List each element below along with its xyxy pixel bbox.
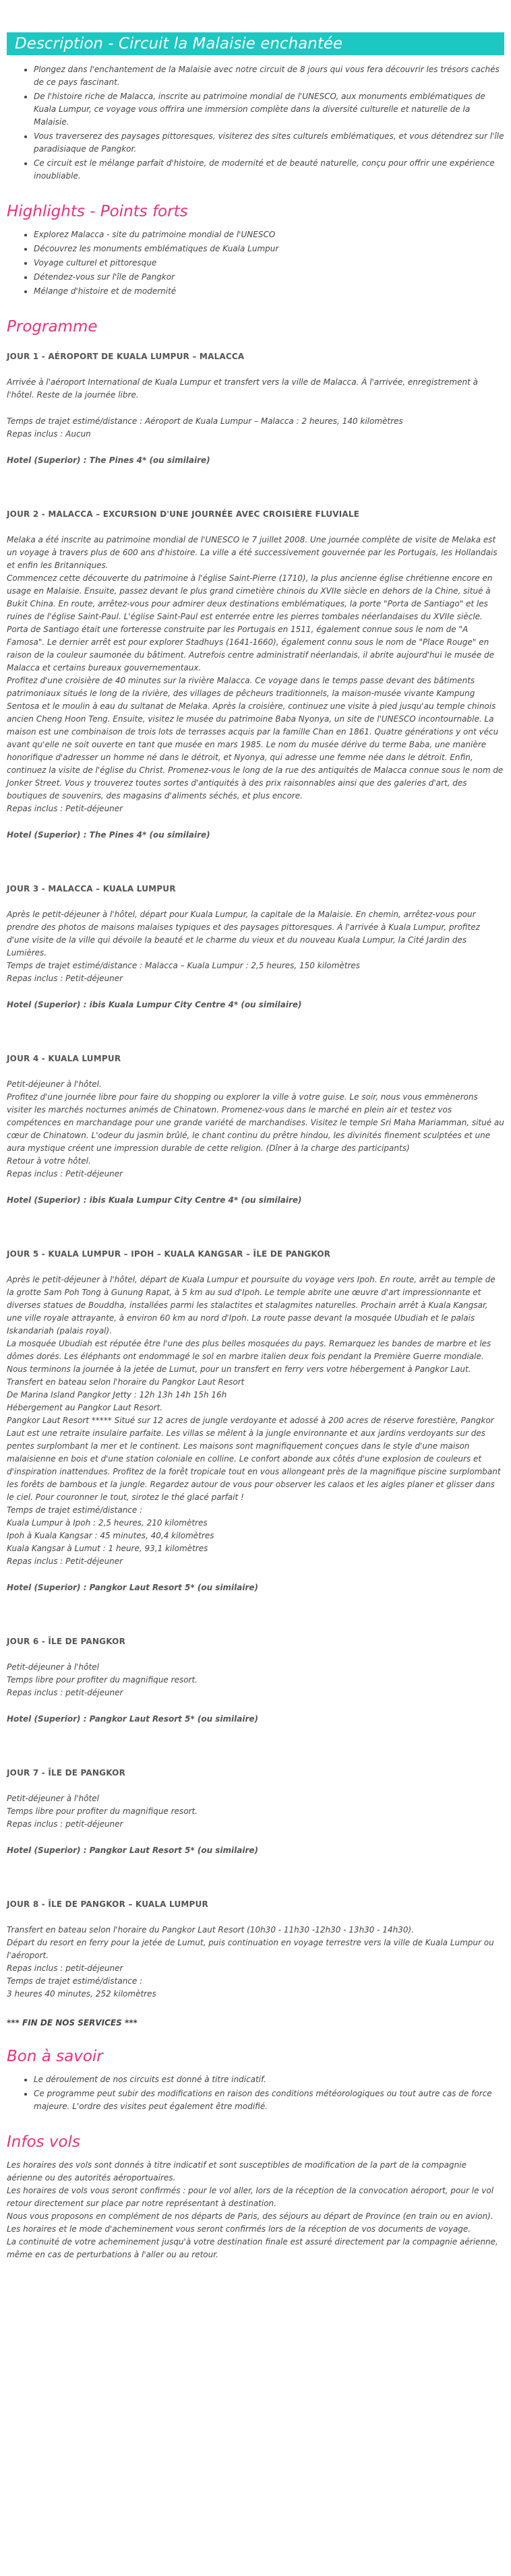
end-of-services: *** FIN DE NOS SERVICES *** [7, 2018, 138, 2028]
description-title: Description - Circuit la Malaisie enchantée [7, 32, 504, 55]
day-title: JOUR 1 - AÉROPORT DE KUALA LUMPUR – MALACCA [7, 352, 245, 361]
description-bullet: • Vous traverserez des paysages pittoresques, visiterez des sites culturels emblématiques, et vous détendrez sur l'île paradisiaque de Pangkor. [34, 130, 504, 156]
day-title: JOUR 5 - KUALA LUMPUR – IPOH – KUALA KANGSAR – ÎLE DE PANGKOR [7, 1249, 331, 1259]
description-bullet: • De l'histoire riche de Malacca, inscrite au patrimoine mondial de l'UNESCO, aux monuments emblématiques de Kuala Lumpur, ce voyage vous offrira une immersion complète dans la diversité culturelle et naturelle de la Malaisie. [34, 90, 504, 129]
highlight-item: • Voyage culturel et pittoresque [34, 257, 504, 270]
day-hotel: Hotel (Superior) : Pangkor Laut Resort 5* (ou similaire) [7, 1583, 259, 1592]
highlight-item: • Explorez Malacca - site du patrimoine mondial de l'UNESCO [34, 228, 504, 241]
day-hotel: Hotel (Superior) : The Pines 4* (ou similaire) [7, 830, 210, 840]
description-bullet: • Ce circuit est le mélange parfait d'histoire, de modernité et de beauté naturelle, conçu pour offrir une expérience inoubliable. [34, 157, 504, 183]
day-block [7, 1637, 504, 1752]
day-hotel: Hotel (Superior) : The Pines 4* (ou similaire) [7, 455, 210, 465]
day-block [7, 1249, 504, 1621]
day-block [7, 884, 504, 1038]
day-paragraph: Petit-déjeuner à l'hôtel Temps libre pour profiter du magnifique resort. Repas inclus : petit-déjeuner [7, 1794, 198, 1829]
highlight-item: • Découvrez les monuments emblématiques de Kuala Lumpur [34, 243, 504, 255]
day-paragraph: Petit-déjeuner à l'hôtel Temps libre pour profiter du magnifique resort. Repas inclus : petit-déjeuner [7, 1662, 198, 1697]
day-hotel: Hotel (Superior) : Pangkor Laut Resort 5* (ou similaire) [7, 1714, 259, 1724]
infos-vols-title: Infos vols [7, 2133, 80, 2151]
highlights-list [7, 228, 504, 298]
day-block [7, 1768, 504, 1883]
highlight-item: • Détendez-vous sur l'île de Pangkor [34, 271, 504, 284]
day-title: JOUR 7 - ÎLE DE PANGKOR [7, 1768, 126, 1778]
day-paragraph: Petit-déjeuner à l'hôtel. Profitez d'une journée libre pour faire du shopping ou explorer la ville à votre guise. Le soir, nous vous emmènerons visiter les marchés nocturnes animés de Chinatown. Promenez-vous dans le marché en plein air et testez vos compétences en marchandage pour une grande variété de marchandises. Visitez le temple Sri Maha Mariamman, situé au cœur de Chinatown. L'odeur du jasmin brûlé, le chant continu du prêtre hindou, les divinités finement sculptées et une aura mystique créent une impression durable de cette religion. (Dîner à la charge des participants) Retour à votre hôtel. Repas inclus : Petit-déjeuner [7, 1079, 504, 1179]
day-title: JOUR 2 - MALACCA – EXCURSION D'UNE JOURNÉE AVEC CROISIÈRE FLUVIALE [7, 509, 360, 519]
infos-vols-text: Les horaires des vols sont donnés à titre indicatif et sont susceptibles de modification de la part de la compagnie aérienne ou des autorités aéroportuaires. Les horaires de vols vous seront confirmés : pour le vol aller, lors de la réception de la convocation aéroport, pour le vol retour directement sur place par notre représentant à destination. Nous vous proposons en complément de nos départs de Paris, des séjours au départ de Province (en train ou en avion). Les horaires et le mode d'acheminement vous seront confirmés lors de la réception de vos documents de voyage. La continuité de votre acheminement jusqu'à votre destination finale est assuré directement par la compagnie aérienne, même en cas de perturbations à l'aller ou au retour. [7, 2160, 498, 2259]
day-hotel: Hotel (Superior) : ibis Kuala Lumpur City Centre 4* (ou similaire) [7, 1195, 302, 1205]
day-paragraph: Temps de trajet estimé/distance : Aéroport de Kuala Lumpur – Malacca : 2 heures, 140 kilomètres Repas inclus : Aucun [7, 416, 403, 439]
bon-a-savoir-item: • Le déroulement de nos circuits est donné à titre indicatif. [34, 2073, 504, 2086]
day-title: JOUR 8 - ÎLE DE PANGKOR – KUALA LUMPUR [7, 1899, 208, 1909]
highlight-item: • Mélange d'histoire et de modernité [34, 285, 504, 298]
day-paragraph: Arrivée à l'aéroport International de Kuala Lumpur et transfert vers la ville de Malacca. À l'arrivée, enregistrement à l'hôtel. Reste de la journée libre. [7, 377, 478, 400]
day-paragraph: Melaka a été inscrite au patrimoine mondial de l'UNESCO le 7 juillet 2008. Une journée complète de visite de Melaka est un voyage à travers plus de 600 ans d'histoire. La ville a été successivement gouvernée par les Portugais, les Hollandais et enfin les Britanniques. Commencez cette découverte du patrimoine à l'église Saint-Pierre (1710), la plus ancienne église chrétienne encore en usage en Malaisie. Ensuite, passez devant le plus grand cimetière chinois du XVIIe siècle en dehors de la Chine, situé à Bukit China. En route, arrêtez-vous pour admirer deux destinations emblématiques, la porte "Porta de Santiago" et les ruines de l'église Saint-Paul. L'église Saint-Paul est enterrée entre les pierres tombales néerlandaises du XVIIe siècle. Porta de Santiago était une forteresse construite par les Portugais en 1511, également connue sous le nom de "A Famosa". Le dernier arrêt est pour explorer Stadhuys (1641-1660), également connu sous le nom de "Place Rouge" en raison de la couleur saumonée du bâtiment. Autrefois centre administratif néerlandais, il abrite aujourd'hui le musée de Malacca et certains bureaux gouvernementaux. Profitez d'une croisière de 40 minutes sur la rivière Malacca. Ce voyage dans le temps passe devant des bâtiments patrimoniaux situés le long de la rivière, des villages de pêcheurs traditionnels, la maison-musée vivante Kampung Sentosa et le moulin à eau du sultanat de Melaka. Après la croisière, continuez une visite à pied jusqu'au temple chinois ancien Cheng Hoon Teng. Ensuite, visitez le musée du patrimoine Baba Nyonya, un site de l'UNESCO incontournable. La maison est une combinaison de trois lots de terrasses acquis par la famille Chan en 1861. Quatre générations y ont vécu avant qu'elle ne soit ouverte en tant que musée en mars 1985. Le nom du musée dérive du terme Baba, une manière honorifique d'adresser un homme né dans le détroit, et Nyonya, qui adresse une femme née dans le détroit. Enfin, continuez la visite de l'église du Christ. Promenez-vous le long de la rue des antiquités de Malacca connue sous le nom de Jonker Street. Vous y trouverez toutes sortes d'antiquités à des prix raisonnables ainsi que des galeries d'art, des boutiques de souvenirs, des magasins d'aliments séchés, et plus encore. Repas inclus : Petit-déjeuner [7, 535, 504, 813]
description-bullet: • Plongez dans l'enchantement de la Malaisie avec notre circuit de 8 jours qui vous fera découvrir les trésors cachés de ce pays fascinant. [34, 63, 504, 89]
bon-a-savoir-list [7, 2073, 504, 2113]
programme-days [7, 352, 504, 2001]
bon-a-savoir-item: • Ce programme peut subir des modifications en raison des conditions météorologiques ou tout autre cas de force majeure. L'ordre des visites peut également être modifié. [34, 2087, 504, 2113]
day-hotel: Hotel (Superior) : Pangkor Laut Resort 5* (ou similaire) [7, 1846, 259, 1855]
day-paragraph: Après le petit-déjeuner à l'hôtel, départ pour Kuala Lumpur, la capitale de la Malaisie. En chemin, arrêtez-vous pour prendre des photos de maisons malaises typiques et des paysages pittoresques. À l'arrivée à Kuala Lumpur, profitez d'une visite de la ville qui dévoile la beauté et le charme du vieux et du nouveau Kuala Lumpur, la Cité Jardin des Lumières. Temps de trajet estimé/distance : Malacca – Kuala Lumpur : 2,5 heures, 150 kilomètres Repas inclus : Petit-déjeuner [7, 910, 480, 983]
day-paragraph: Transfert en bateau selon l'horaire du Pangkor Laut Resort (10h30 - 11h30 -12h30 - 13h30 - 14h30). Départ du resort en ferry pour la jetée de Lumut, puis continuation en voyage terrestre vers la ville de Kuala Lumpur ou l'aéroport. Repas inclus : petit-déjeuner Temps de trajet estimé/distance : 3 heures 40 minutes, 252 kilomètres [7, 1925, 494, 1999]
day-title: JOUR 6 - ÎLE DE PANGKOR [7, 1637, 126, 1646]
day-paragraph: Après le petit-déjeuner à l'hôtel, départ de Kuala Lumpur et poursuite du voyage vers Ipoh. En route, arrêt au temple de la grotte Sam Poh Tong à Gunung Rapat, à 5 km au sud d'Ipoh. Le temple abrite une œuvre d'art impressionnante et diverses statues de Bouddha, installées parmi les stalactites et stalagmites naturelles. Prochain arrêt à Kuala Kangsar, une ville royale attrayante, à environ 60 km au nord d'Ipoh. La route passe devant la mosquée Ubudiah et le palais Iskandariah (palais royal). La mosquée Ubudiah est réputée être l'une des plus belles mosquées du pays. Remarquez les bandes de marbre et les dômes dorés. Les éléphants ont endommagé le sol en marbre italien deux fois pendant la Première Guerre mondiale. Nous terminons la journée à la jetée de Lumut, pour un transfert en ferry vers votre hébergement à Pangkor Laut. Transfert en bateau selon l'horaire du Pangkor Laut Resort De Marina Island Pangkor Jetty : 12h 13h 14h 15h 16h Hébergement au Pangkor Laut Resort. Pangkor Laut Resort ***** Situé sur 12 acres de jungle verdoyante et adossé à 200 acres de réserve forestière, Pangkor Laut est une retraite insulaire parfaite. Les villas se mêlent à la jungle environnante et aux jardins verdoyants sur des pentes surplombant la mer et le continent. Les maisons sont magnifiquement conçues dans le style d'une maison malaisienne en bois et d'une station coloniale en colline. Le confort abonde aux côtés d'une explosion de couleurs et d'inspiration inattendues. Profitez de la forêt tropicale tout en vous allongeant près de la magnifique piscine surplombant les forêts de bambous et la jungle. Regardez autour de vous pour observer les calaos et les aigles planer et glisser dans le ciel. Pour couronner le tout, sirotez le thé glacé parfait ! Temps de trajet estimé/distance : Kuala Lumpur à Ipoh : 2,5 heures, 210 kilomètres Ipoh à Kuala Kangsar : 45 minutes, 40,4 kilomètres Kuala Kangsar à Lumut : 1 heure, 93,1 kilomètres Repas inclus : Petit-déjeuner [7, 1275, 501, 1566]
day-block [7, 1054, 504, 1233]
description-list [7, 63, 504, 183]
programme-title: Programme [7, 318, 98, 336]
bon-a-savoir-title: Bon à savoir [7, 2048, 103, 2065]
day-title: JOUR 4 - KUALA LUMPUR [7, 1054, 121, 1063]
day-title: JOUR 3 - MALACCA – KUALA LUMPUR [7, 884, 176, 893]
day-block [7, 1899, 504, 2001]
day-block [7, 352, 504, 493]
highlights-title: Highlights - Points forts [7, 203, 188, 220]
day-hotel: Hotel (Superior) : ibis Kuala Lumpur City Centre 4* (ou similaire) [7, 1000, 302, 1009]
day-block [7, 509, 504, 868]
